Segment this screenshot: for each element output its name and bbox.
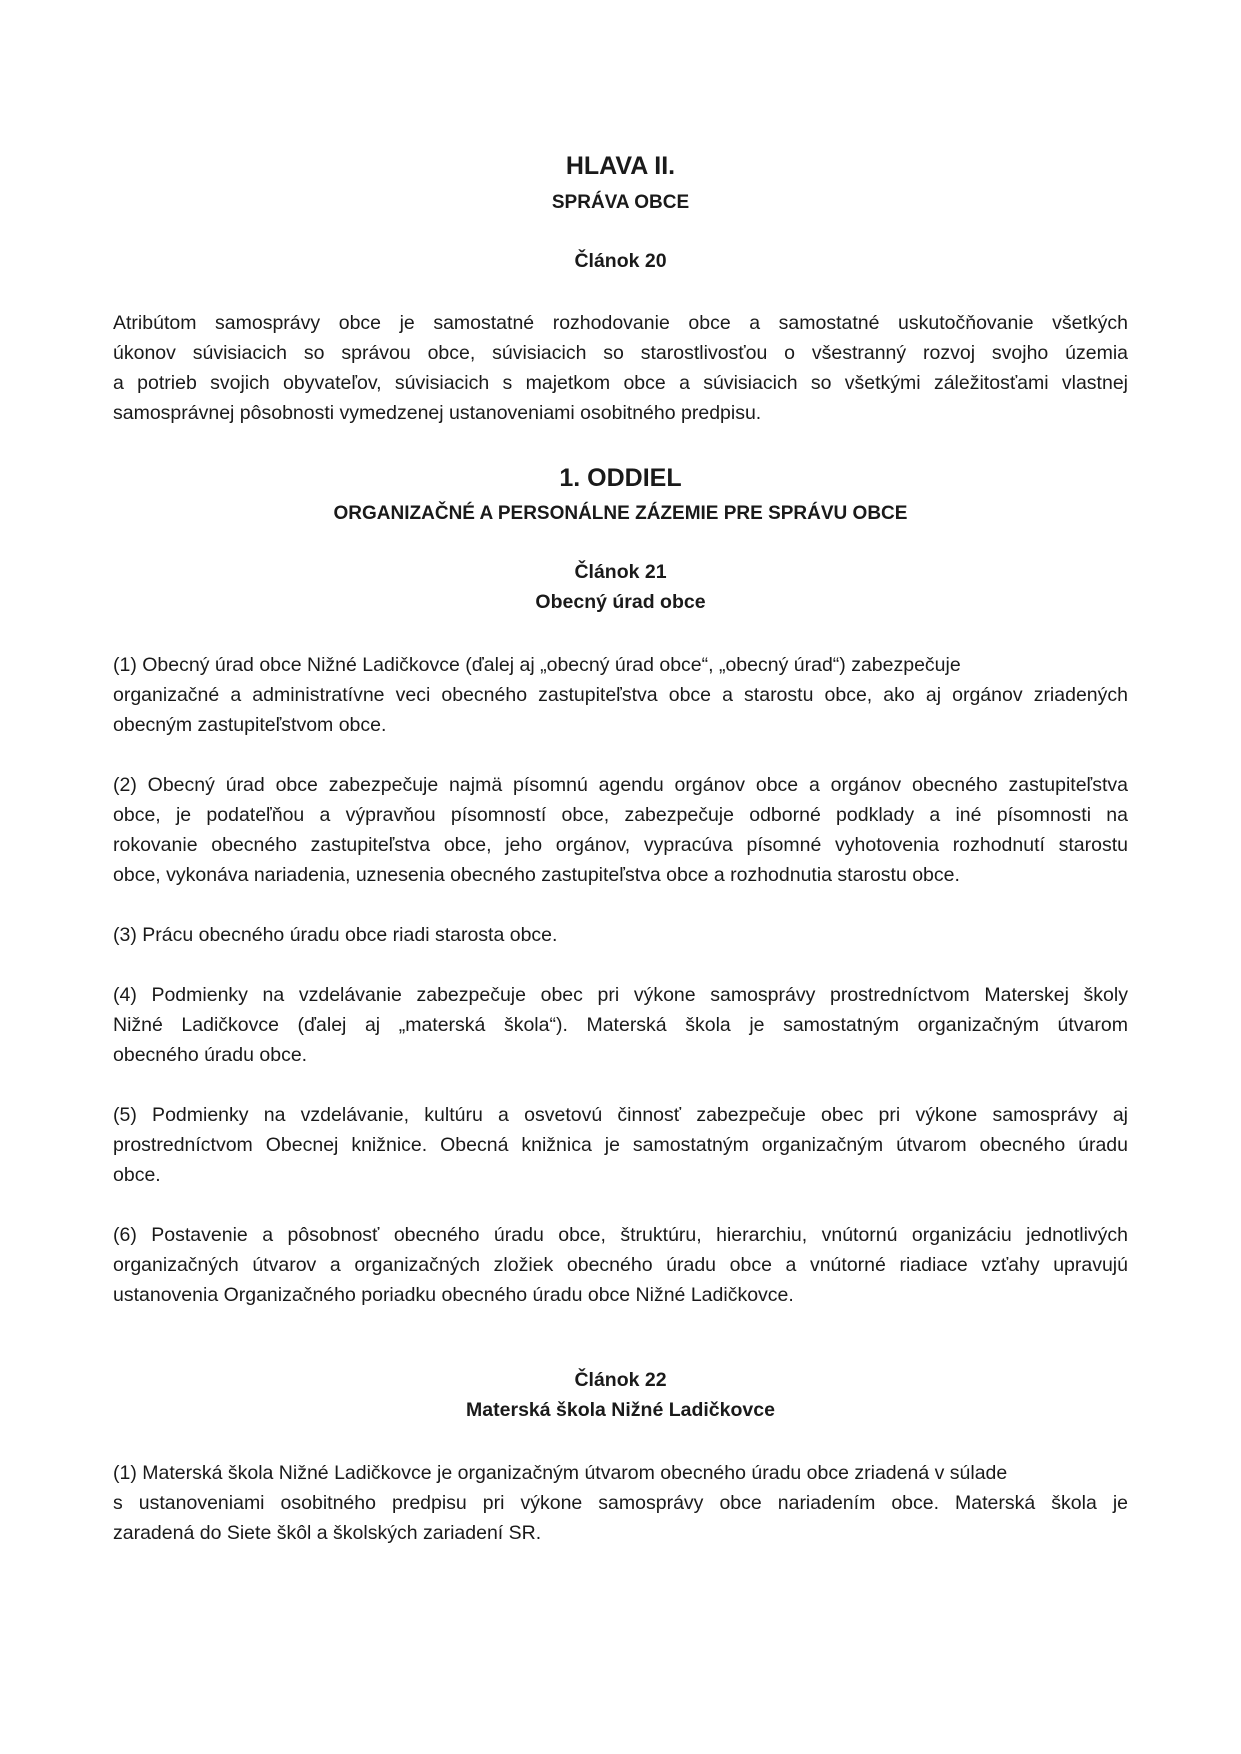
paragraph-line: a potrieb svojich obyvateľov, súvisiacich s majetkom obce a súvisiacich so všetkými záležitosťami vlastnej (113, 372, 1128, 394)
article-21-paragraph-2 (113, 770, 1128, 890)
paragraph-line: rokovanie obecného zastupiteľstva obce, jeho orgánov, vypracúva písomné vyhotovenia rozhodnutí starostu (113, 834, 1128, 856)
article-20-paragraph (113, 308, 1128, 428)
paragraph-line: (1) Materská škola Nižné Ladičkovce je organizačným útvarom obecného úradu obce zriadená v súlade (113, 1462, 1008, 1484)
paragraph-line: Nižné Ladičkovce (ďalej aj „materská škola“). Materská škola je samostatným organizačným útvarom (113, 1014, 1128, 1036)
paragraph-line: úkonov súvisiacich so správou obce, súvisiacich so starostlivosťou o všestranný rozvoj svojho územia (113, 342, 1128, 364)
part-heading: HLAVA II. (565, 152, 676, 180)
article-21-subtitle: Obecný úrad obce (535, 591, 706, 613)
paragraph-line: (1) Obecný úrad obce Nižné Ladičkovce (ďalej aj „obecný úrad obce“, „obecný úrad“) zabezpečuje (113, 654, 961, 676)
section-heading: 1. ODDIEL (559, 464, 682, 492)
paragraph-line: obce. (113, 1164, 161, 1186)
article-21-paragraph-1 (113, 650, 1128, 740)
part-title: SPRÁVA OBCE (551, 192, 690, 213)
article-22-paragraph-1 (113, 1458, 1128, 1548)
paragraph-line: obce, je podateľňou a výpravňou písomností obce, zabezpečuje odborné podklady a iné písomnosti na (113, 804, 1128, 826)
paragraph-line: obecným zastupiteľstvom obce. (113, 714, 387, 736)
paragraph-line: organizačné a administratívne veci obecného zastupiteľstva obce a starostu obce, ako aj orgánov zriadených (113, 684, 1128, 706)
paragraph-line: (2) Obecný úrad obce zabezpečuje najmä písomnú agendu orgánov obce a orgánov obecného zastupiteľstva (113, 774, 1128, 796)
paragraph-line: (5) Podmienky na vzdelávanie, kultúru a osvetovú činnosť zabezpečuje obec pri výkone samosprávy aj (113, 1104, 1128, 1126)
paragraph-line: (6) Postavenie a pôsobnosť obecného úradu obce, štruktúru, hierarchiu, vnútornú organizáciu jednotlivých (113, 1224, 1128, 1246)
paragraph-line: Atribútom samosprávy obce je samostatné rozhodovanie obce a samostatné uskutočňovanie všetkých (113, 312, 1128, 334)
article-20-title: Článok 20 (574, 250, 667, 272)
paragraph-line: (3) Prácu obecného úradu obce riadi starosta obce. (113, 924, 558, 946)
paragraph-line: obce, vykonáva nariadenia, uznesenia obecného zastupiteľstva obce a rozhodnutia starostu obce. (113, 864, 960, 886)
paragraph-line: samosprávnej pôsobnosti vymedzenej ustanoveniami osobitného predpisu. (113, 402, 762, 424)
paragraph-line: ustanovenia Organizačného poriadku obecného úradu obce Nižné Ladičkovce. (113, 1284, 794, 1306)
article-21-paragraph-6 (113, 1220, 1128, 1310)
article-21-paragraph-5 (113, 1100, 1128, 1190)
paragraph-line: s ustanoveniami osobitného predpisu pri výkone samosprávy obce nariadením obce. Materská škola je (113, 1492, 1128, 1514)
paragraph-line: prostredníctvom Obecnej knižnice. Obecná knižnica je samostatným organizačným útvarom obecného úradu (113, 1134, 1128, 1156)
article-22-title: Článok 22 (574, 1369, 667, 1391)
paragraph-line: (4) Podmienky na vzdelávanie zabezpečuje obec pri výkone samosprávy prostredníctvom Materskej školy (113, 984, 1128, 1006)
article-21-paragraph-3 (113, 920, 1128, 950)
article-21-paragraph-4 (113, 980, 1128, 1070)
paragraph-line: organizačných útvarov a organizačných zložiek obecného úradu obce a vnútorné riadiace vzťahy upravujú (113, 1254, 1128, 1276)
paragraph-line: zaradená do Siete škôl a školských zariadení SR. (113, 1522, 542, 1544)
article-21-title: Článok 21 (574, 561, 667, 583)
paragraph-line: obecného úradu obce. (113, 1044, 308, 1066)
article-22-subtitle: Materská škola Nižné Ladičkovce (466, 1399, 775, 1421)
section-subtitle: ORGANIZAČNÉ A PERSONÁLNE ZÁZEMIE PRE SPRÁVU OBCE (333, 503, 908, 524)
